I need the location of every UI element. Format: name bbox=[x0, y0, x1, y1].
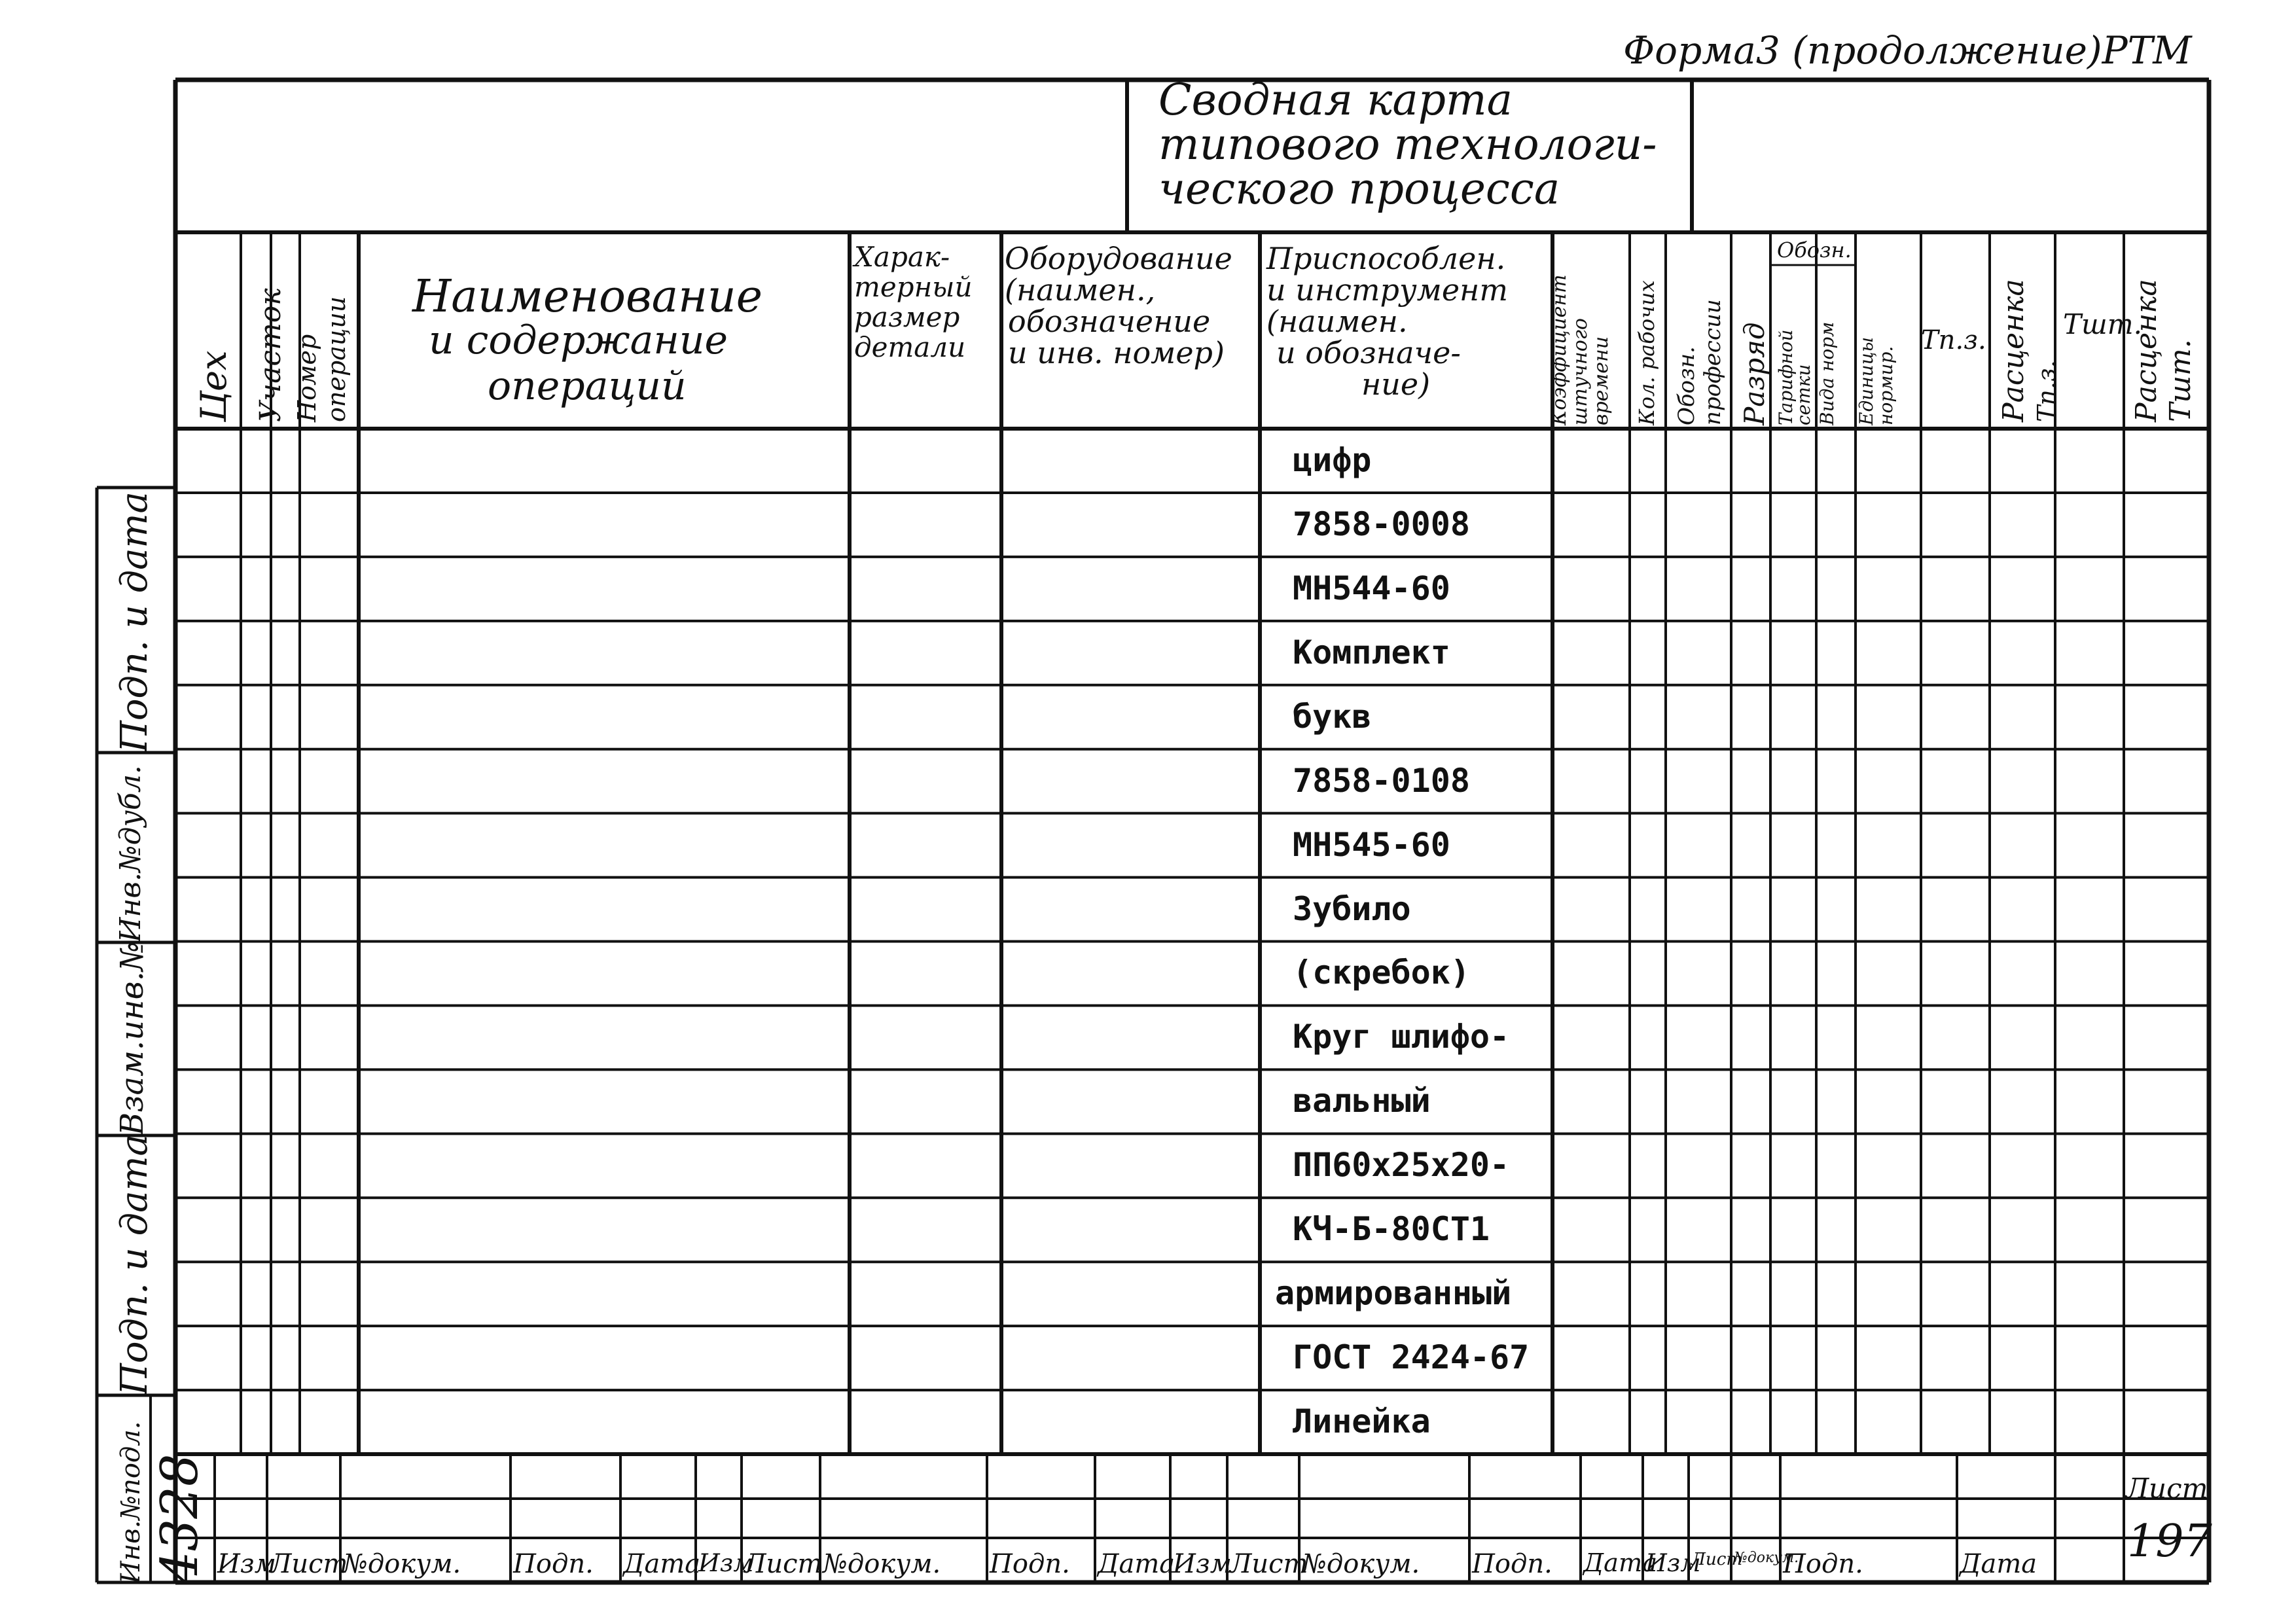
col-size-header-4: детали bbox=[854, 331, 966, 363]
revision-label: Дата bbox=[623, 1549, 701, 1579]
col-units-header-2: нормир. bbox=[1875, 346, 1897, 425]
revision-label: Изм bbox=[698, 1548, 754, 1577]
side-label-sign-date-2: Подп. и дата bbox=[113, 491, 156, 753]
side-label-sign-date-1: Подп. и дата bbox=[113, 1134, 156, 1395]
col-tsht-header: Тшт. bbox=[2063, 308, 2142, 340]
col-rate-tsht-header-1: Расценка bbox=[2130, 279, 2163, 422]
revision-label: №докум. bbox=[1302, 1549, 1420, 1579]
revision-label: Дата bbox=[1960, 1549, 2037, 1579]
col-section-header: Участок bbox=[254, 288, 287, 422]
col-equipment-header-1: Оборудование bbox=[1005, 241, 1232, 276]
sheet-number: 197 bbox=[2127, 1516, 2212, 1567]
revision-label: Лист bbox=[1691, 1550, 1743, 1569]
revision-label: Изм bbox=[1173, 1549, 1232, 1579]
card-title-line-1: Сводная карта bbox=[1158, 75, 1513, 125]
col-tooling-header-4: и обозначе- bbox=[1276, 335, 1461, 370]
col-rate-tsht-header-2: Тшт. bbox=[2164, 339, 2197, 422]
col-workers-header: Кол. рабочих bbox=[1634, 280, 1659, 425]
tooling-cell: 7858-0008 bbox=[1293, 505, 1470, 543]
tooling-cell: (скребок) bbox=[1293, 954, 1470, 992]
tooling-cell: букв bbox=[1293, 697, 1372, 736]
tooling-cell: цифр bbox=[1293, 440, 1372, 479]
tooling-cell: вальный bbox=[1293, 1082, 1431, 1120]
col-profession-header-2: профессии bbox=[1700, 299, 1726, 425]
tooling-cell: Круг шлифо- bbox=[1293, 1018, 1510, 1056]
col-tooling-header-5: ние) bbox=[1361, 366, 1431, 402]
revision-label: Изм bbox=[217, 1549, 276, 1579]
tooling-cell: МН544-60 bbox=[1293, 569, 1450, 607]
form-label: Форма3 (продолжение)РТМ bbox=[1623, 28, 2192, 73]
col-size-header-2: терный bbox=[854, 271, 973, 303]
side-label-replace-inv: Взам.инв.№ bbox=[114, 941, 151, 1135]
tooling-cell: ПП60х25х20- bbox=[1293, 1146, 1510, 1185]
col-shop-header: Цех bbox=[193, 350, 234, 422]
card-title-line-3: ческого процесса bbox=[1158, 164, 1560, 214]
revision-label: Подп. bbox=[513, 1549, 594, 1579]
col-opname-header-2: и содержание bbox=[429, 317, 728, 363]
col-rate-tpz-header-2: Тп.з. bbox=[2032, 360, 2061, 422]
revision-label: Подп. bbox=[1783, 1549, 1863, 1579]
col-opnum-header-1: Номер bbox=[293, 334, 321, 422]
tooling-cell: МН545-60 bbox=[1293, 825, 1450, 864]
col-opname-header-1: Наименование bbox=[412, 271, 762, 323]
col-rate-tpz-header-1: Расценка bbox=[1997, 279, 2030, 422]
revision-label: Подп. bbox=[990, 1549, 1070, 1579]
inv-number: 4328 bbox=[151, 1454, 209, 1584]
col-tariff-header-1: Тарифной bbox=[1775, 329, 1797, 425]
revision-label: Лист bbox=[744, 1549, 823, 1579]
col-tooling-header-2: и инструмент bbox=[1266, 272, 1508, 308]
col-coef-header-3: времени bbox=[1590, 336, 1613, 425]
revision-label: Дата bbox=[1098, 1549, 1175, 1579]
tooling-cell: 7858-0108 bbox=[1293, 761, 1470, 800]
side-label-inv-dup: Инв.№дубл. bbox=[114, 765, 147, 942]
revision-label: №докум. bbox=[823, 1549, 941, 1579]
col-equipment-header-3: обозначение bbox=[1008, 304, 1211, 339]
col-tariff-header-2: сетки bbox=[1793, 364, 1814, 425]
col-tooling-header-1: Приспособлен. bbox=[1266, 241, 1506, 276]
col-tooling-header-3: (наимен. bbox=[1266, 304, 1408, 339]
col-opnum-header-2: операции bbox=[322, 296, 351, 422]
revision-label: Подп. bbox=[1472, 1549, 1552, 1579]
revision-label: Изм bbox=[1645, 1548, 1701, 1577]
col-coef-header-2: штучного bbox=[1569, 318, 1592, 425]
sheet-label: Лист bbox=[2126, 1472, 2208, 1505]
tooling-cell: Линейка bbox=[1293, 1402, 1431, 1441]
side-label-inv-orig: Инв.№подл. bbox=[116, 1421, 146, 1584]
col-equipment-header-2: (наимен., bbox=[1005, 272, 1156, 308]
col-normtype-header: Вида норм bbox=[1816, 321, 1838, 425]
col-size-header-3: размер bbox=[854, 301, 960, 333]
tooling-cell: армированный bbox=[1275, 1274, 1512, 1313]
tooling-cell: ГОСТ 2424-67 bbox=[1293, 1338, 1530, 1377]
col-units-header-1: Единицы bbox=[1856, 336, 1877, 425]
revision-label: №докум. bbox=[343, 1549, 461, 1579]
col-profession-header-1: Обозн. bbox=[1674, 346, 1700, 425]
col-opname-header-3: операций bbox=[488, 363, 687, 409]
revision-label: №докум. bbox=[1734, 1550, 1799, 1566]
revision-label: Лист bbox=[270, 1549, 348, 1579]
col-coef-header-1: Коэффициент bbox=[1548, 274, 1571, 425]
revision-label: Дата bbox=[1583, 1548, 1658, 1578]
card-title-line-2: типового технологи- bbox=[1158, 119, 1657, 169]
tooling-cell: Комплект bbox=[1293, 633, 1450, 671]
col-grade-header: Разряд bbox=[1738, 322, 1770, 425]
tooling-cell: КЧ-Б-80СТ1 bbox=[1293, 1210, 1490, 1249]
tooling-cell: Зубило bbox=[1293, 889, 1411, 928]
col-tpz-header: Тп.з. bbox=[1921, 325, 1986, 355]
col-designation-header: Обозн. bbox=[1777, 238, 1852, 262]
col-size-header-1: Харак- bbox=[854, 241, 950, 273]
col-equipment-header-4: и инв. номер) bbox=[1008, 335, 1225, 370]
revision-label: Лист bbox=[1230, 1549, 1308, 1579]
